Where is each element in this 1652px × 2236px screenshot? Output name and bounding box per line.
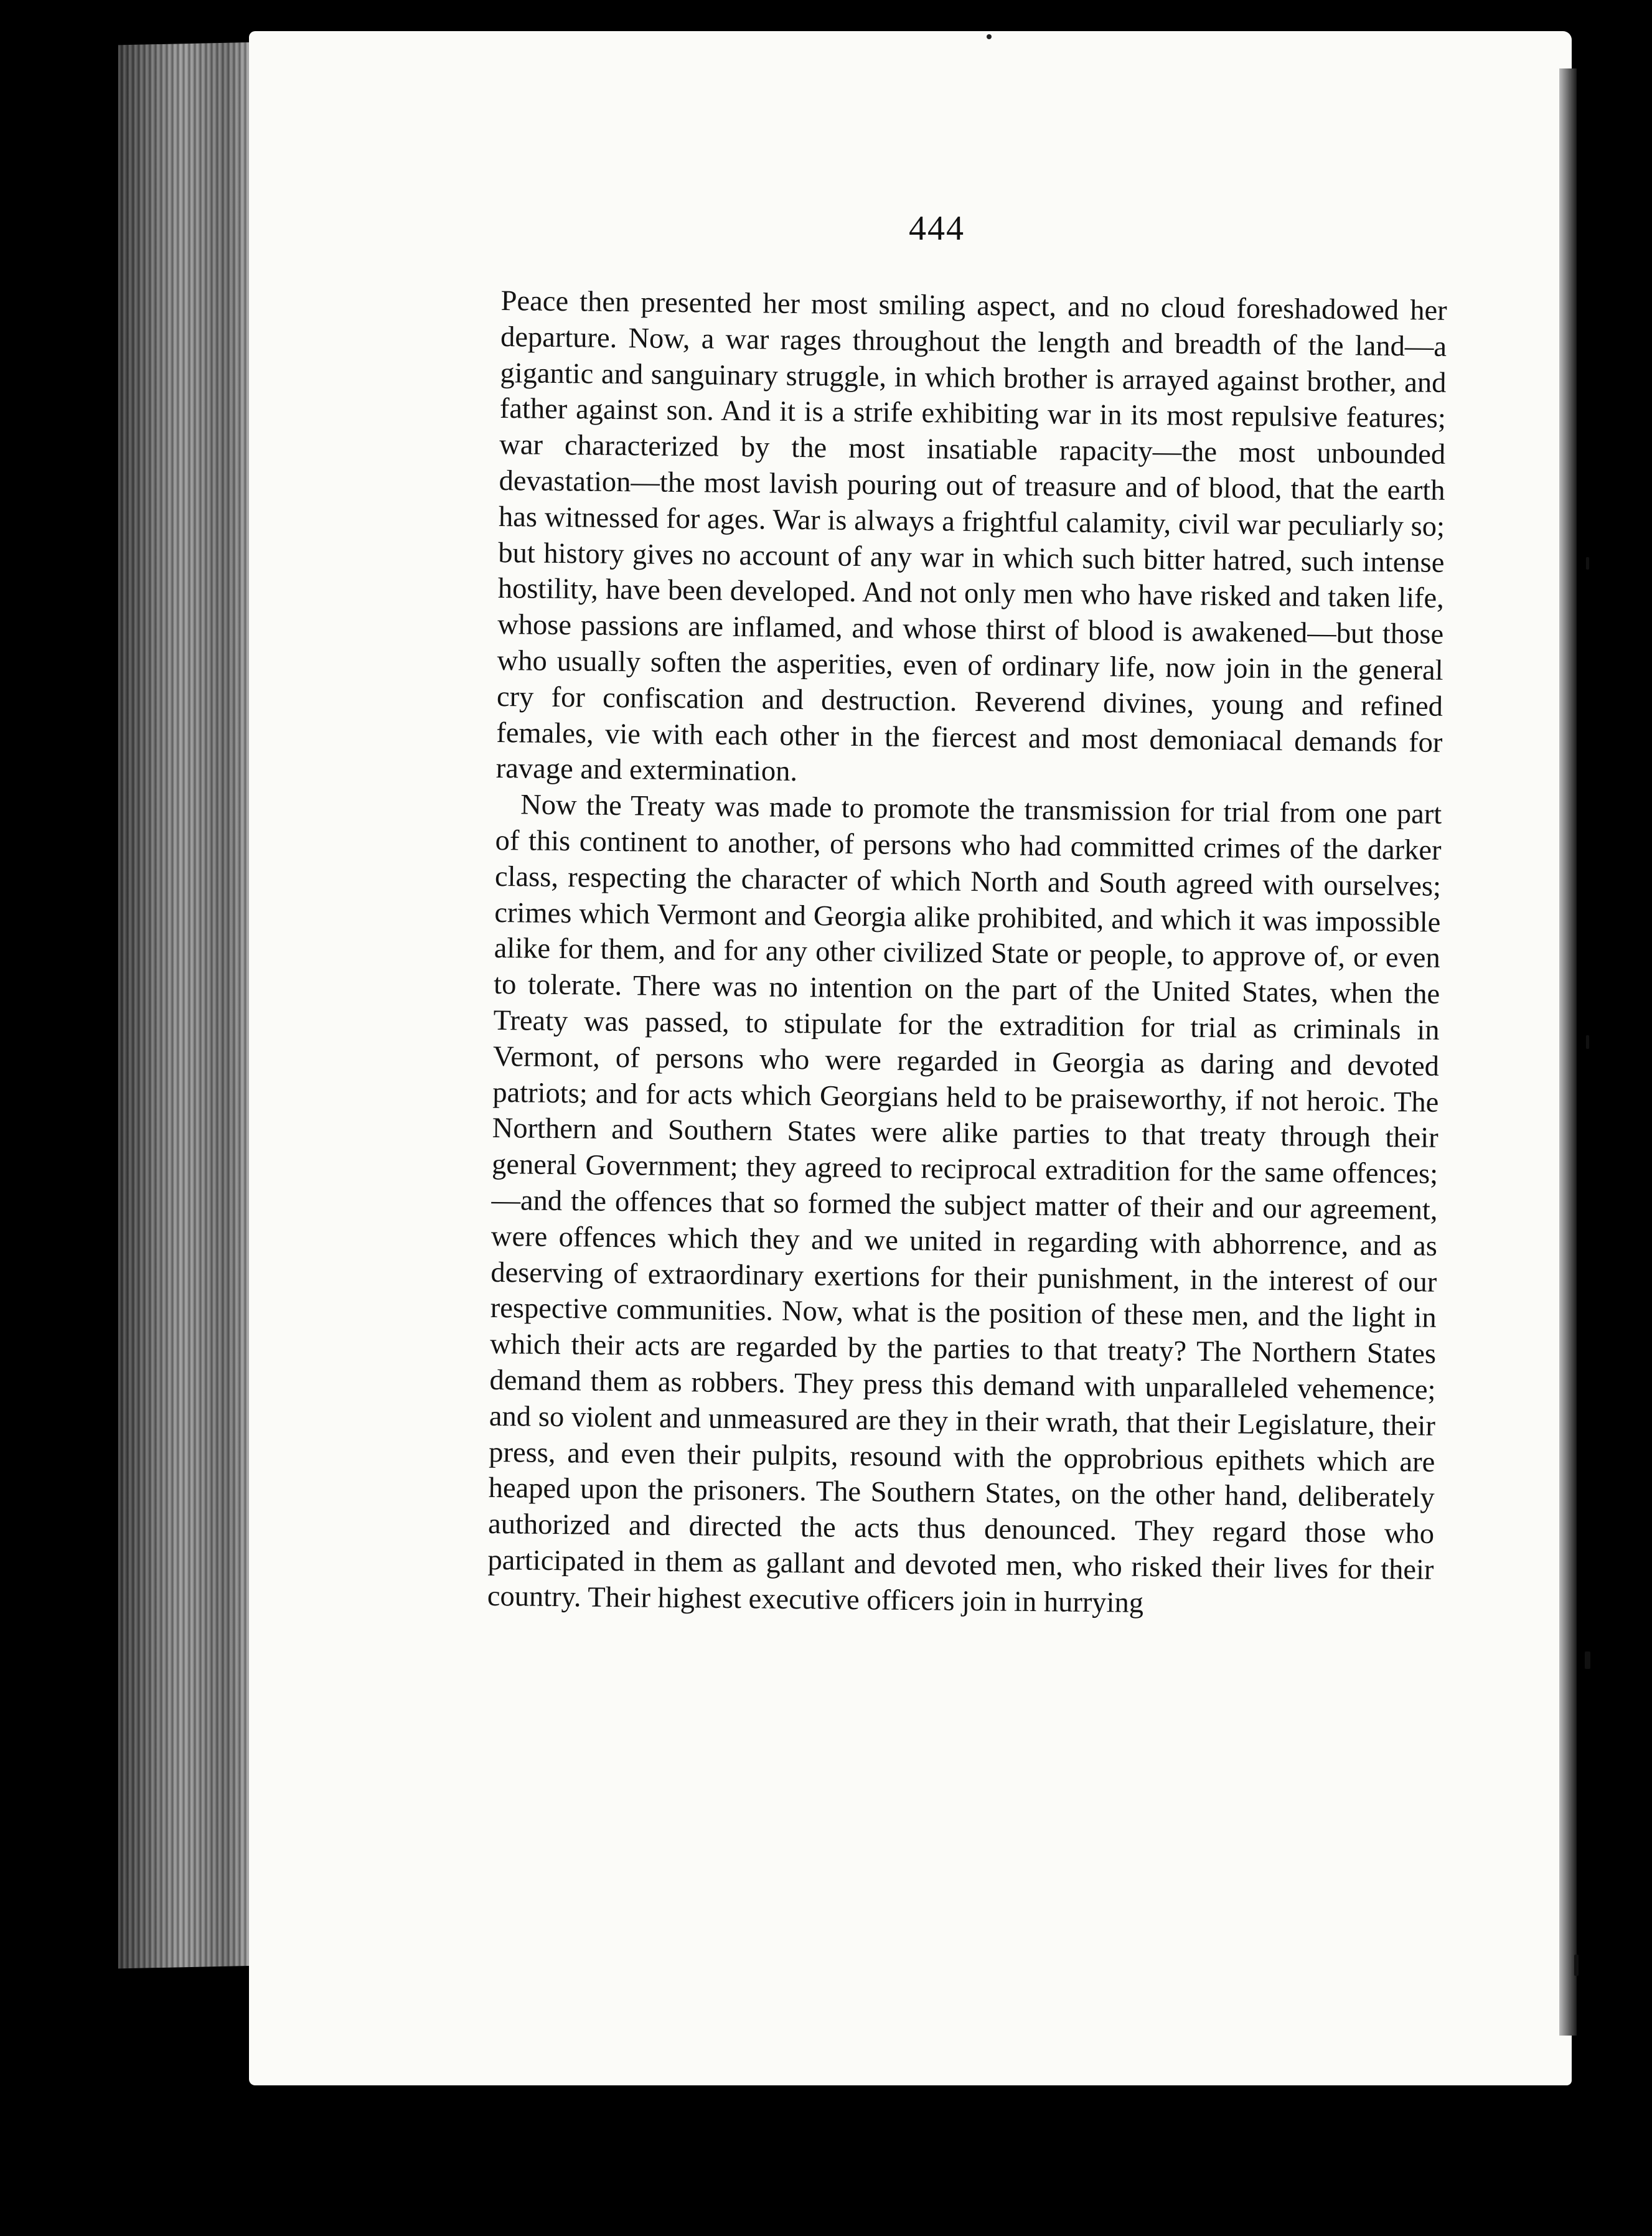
margin-mark [1586,1035,1589,1049]
book-page-edges [118,42,261,1969]
body-text [487,283,1447,1624]
page-gutter-shadow [1559,68,1577,2036]
page-number: 444 [909,209,965,248]
margin-mark [1574,1955,1579,1976]
margin-mark [1586,557,1589,570]
paragraph-2: Now the Treaty was made to promote the transmission for trial from one part of this continent to another, of persons who had committed crimes of the darker class, respecting the character of which North and South agreed with ourselves; crimes which Vermont and Georgia alike prohibited, and which it was impossible alike for them, and for any other civilized State or people, to approve of, or even to tolerate. There was no intention on the part of the United States, when the Treaty was passed, to stipulate for the extradition for trial as criminals in Vermont, of persons who were regarded in Georgia as daring and devoted patriots; and for acts which Georgians held to be praiseworthy, if not heroic. The Northern and Southern States were alike parties to that treaty through their general Government; they agreed to reciprocal extradition for the same offences;—and the offences that so formed the subject matter of their and our agreement, were offences which they and we united in regarding with abhorrence, and as deserving of extraordinary exertions for their punishment, in the interest of our respective communities. Now, what is the position of these men, and the light in which their acts are regarded by the parties to that treaty? The Northern States demand them as robbers. They press this demand with unparalleled vehemence; and so violent and unmeasured are they in their wrath, that their Legislature, their press, and even their pulpits, resound with the opprobrious epithets which are heaped upon the prisoners. The Southern States, on the other hand, deliberately authorized and directed the acts thus denounced. They regard those who participated in them as gallant and devoted men, who risked their lives for their country. Their highest executive officers join in hurrying [487,789,1442,1619]
paragraph-1: Peace then presented her most smiling aspect, and no cloud foreshadowed her departure. Now, a war rages throughout the length and breadth of the land—a gigantic and sanguinary struggle, in which brother is arrayed against brother, and father against son. And it is a strife exhibiting war in its most repulsive features; war characterized by the most insatiable rapacity—the most unbounded devastation—the most lavish pouring out of treasure and of blood, that the earth has witnessed for ages. War is always a frightful calamity, civil war peculiarly so; but history gives no account of any war in which such bitter hatred, such intense hostility, have been developed. And not only men who have risked and taken life, whose passions are inflamed, and whose thirst of blood is awakened—but those who usually soften the asperities, even of ordinary life, now join in the general cry for confiscation and destruction. Reverend divines, young and refined females, vie with each other in the fiercest and most demoniacal demands for ravage and extermination. [495,284,1447,788]
ink-speck [987,34,992,39]
margin-mark [1585,1651,1590,1669]
